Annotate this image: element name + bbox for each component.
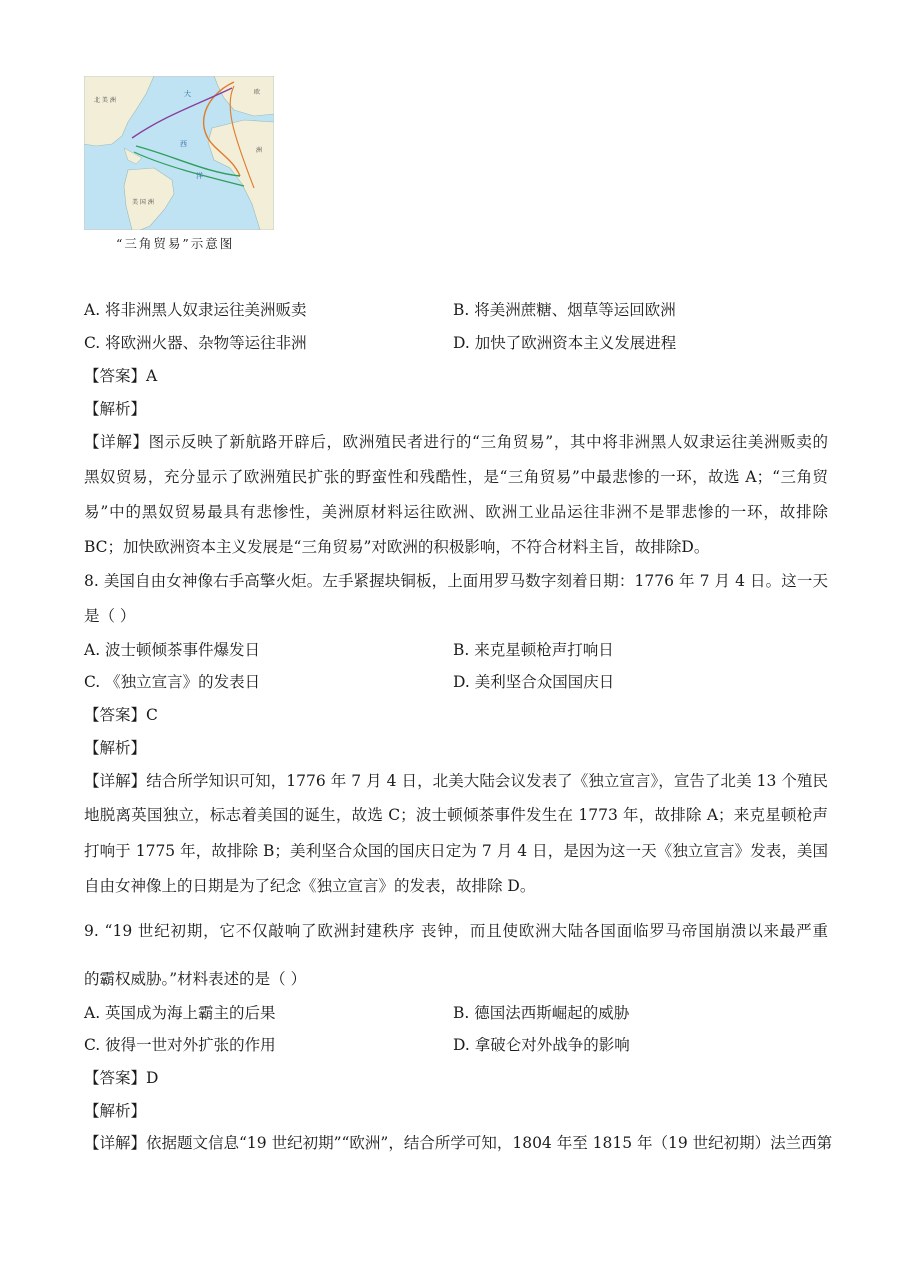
- q9-option-a: A. 英国成为海上霸主的后果: [84, 1004, 276, 1022]
- q8-option-a: A. 波士顿倾茶事件爆发日: [84, 641, 261, 659]
- q8-detail-line: 【详解】结合所学知识可知，1776 年 7 月 4 日，北美大陆会议发表了《独立宣言》，宣告了北美 13 个殖民: [84, 772, 828, 790]
- q9-option-b: B. 德国法西斯崛起的威胁: [453, 1004, 630, 1022]
- q8-option-d: D. 美利坚合众国国庆日: [453, 673, 615, 691]
- q7-option-a: A. 将非洲黑人奴隶运往美洲贩卖: [84, 301, 307, 319]
- q9-option-c: C. 彼得一世对外扩张的作用: [84, 1036, 276, 1054]
- q8-answer: 【答案】C: [84, 706, 158, 724]
- q9-analysis-heading: 【解析】: [84, 1102, 147, 1120]
- q8-stem: 8. 美国自由女神像右手高擎火炬。左手紧握块铜板，上面用罗马数字刻着日期：1776 年 7 月 4 日。这一天: [84, 572, 828, 590]
- map-label-ocean-2: 西: [180, 140, 187, 148]
- q9-detail-line: 【详解】依据题文信息“19 世纪初期”“欧洲”，结合所学可知，1804 年至 1815 年（19 世纪初期）法兰西第: [84, 1134, 833, 1152]
- map-label-europe: 欧: [254, 89, 261, 96]
- map-label-ocean-3: 洋: [196, 172, 203, 180]
- q9-option-d: D. 拿破仑对外战争的影响: [453, 1036, 630, 1054]
- q7-detail-line: 易”中的黑奴贸易最具有悲惨性，美洲原材料运往欧洲、欧洲工业品运往非洲不是罪悲惨的一环，故排除: [84, 503, 828, 521]
- figure-caption: “三角贸易”示意图: [116, 236, 235, 251]
- q7-detail-line: 黑奴贸易，充分显示了欧洲殖民扩张的野蛮性和残酷性，是“三角贸易”中最悲惨的一环，故选 A；“三角贸: [84, 468, 828, 486]
- q7-detail-line: 【详解】图示反映了新航路开辟后，欧洲殖民者进行的“三角贸易”，其中将非洲黑人奴隶运往美洲贩卖的: [84, 433, 828, 451]
- q7-option-b: B. 将美洲蔗糖、烟草等运回欧洲: [453, 301, 676, 319]
- q8-option-c: C. 《独立宣言》的发表日: [84, 673, 261, 691]
- map-label-ocean-1: 大: [184, 90, 191, 98]
- q9-stem: 9. “19 世纪初期，它不仅敲响了欧洲封建秩序 丧钟，而且使欧洲大陆各国面临罗马帝国崩溃以来最严重: [84, 922, 828, 940]
- q9-answer: 【答案】D: [84, 1069, 159, 1087]
- q8-detail-line: 自由女神像上的日期是为了纪念《独立宣言》的发表，故排除 D。: [84, 877, 536, 895]
- triangle-trade-map: [84, 76, 274, 230]
- q8-detail-line: 打响于 1775 年，故排除 B；美利坚合众国的国庆日定为 7 月 4 日，是因为这一天《独立宣言》发表，美国: [84, 842, 828, 860]
- q8-stem: 是（ ）: [84, 607, 136, 625]
- q7-analysis-heading: 【解析】: [84, 400, 147, 418]
- q8-option-b: B. 来克星顿枪声打响日: [453, 641, 614, 659]
- map-label-north-america: 北 美 洲: [94, 97, 116, 104]
- map-label-africa: 洲: [256, 147, 263, 154]
- q7-detail-line: BC；加快欧洲资本主义发展是“三角贸易”对欧洲的积极影响，不符合材料主旨，故排除D。: [84, 538, 710, 556]
- map-label-south-america: 美 国 洲: [132, 199, 154, 206]
- triangle-trade-map-graphic: [84, 76, 274, 230]
- q8-detail-line: 地脱离英国独立，标志着美国的诞生，故选 C；波士顿倾茶事件发生在 1773 年，故排除 A；来克星顿枪声: [84, 806, 828, 824]
- q7-option-d: D. 加快了欧洲资本主义发展进程: [453, 334, 677, 352]
- q7-option-c: C. 将欧洲火器、杂物等运往非洲: [84, 334, 307, 352]
- q8-analysis-heading: 【解析】: [84, 739, 147, 757]
- q7-answer: 【答案】A: [84, 367, 158, 385]
- q9-stem: 的霸权威胁。”材料表述的是（ ）: [84, 970, 307, 988]
